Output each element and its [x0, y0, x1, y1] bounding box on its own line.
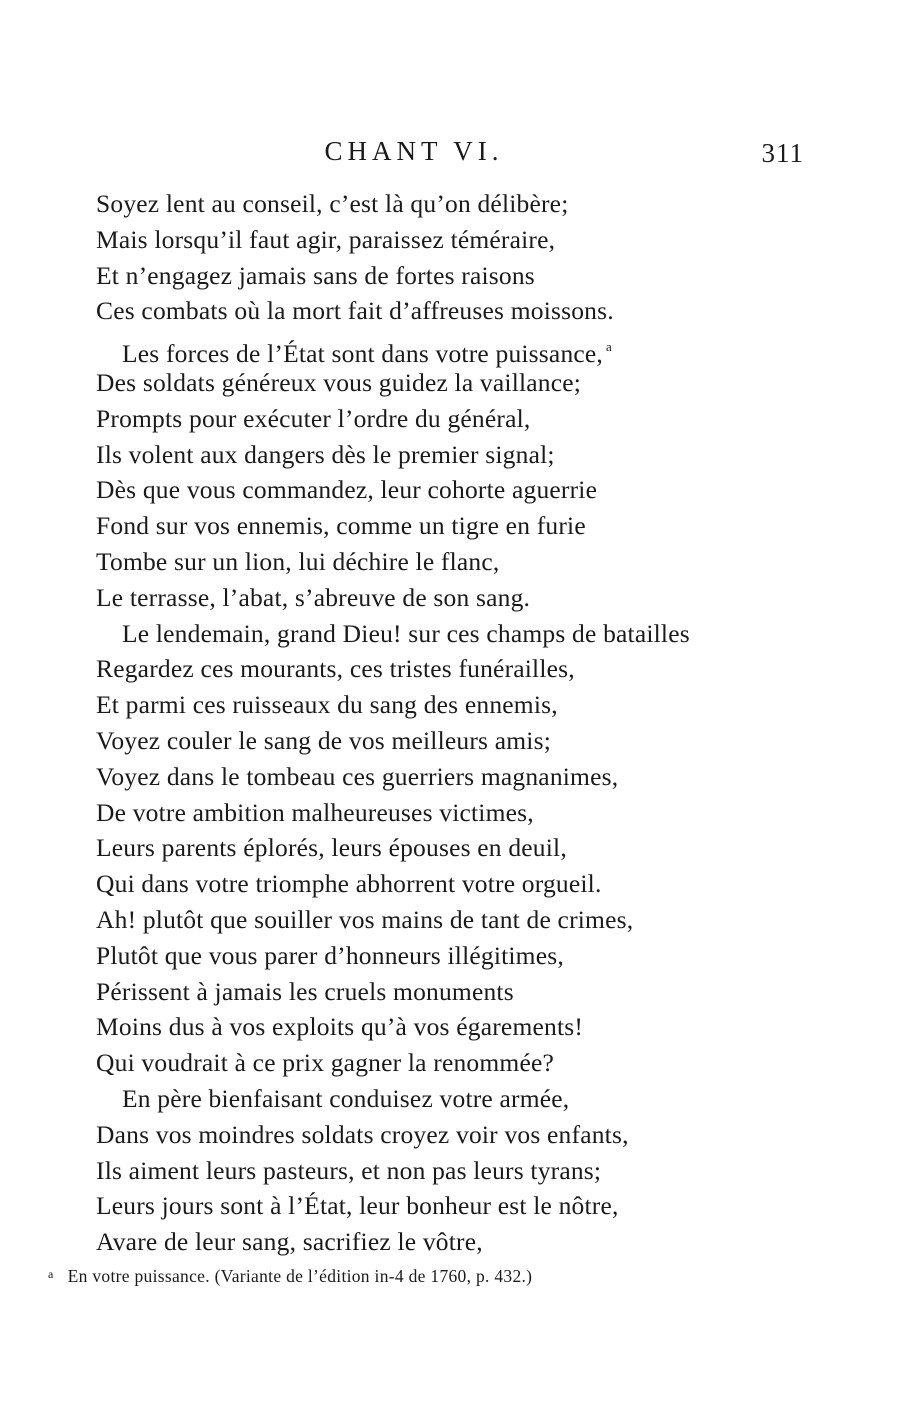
verse-text: Fond sur vos ennemis, comme un tigre en furie [96, 511, 586, 541]
footnote-reference: a [606, 339, 612, 355]
verse-line [96, 866, 816, 902]
verse-text: Leurs parents éplorés, leurs épouses en deuil, [96, 833, 567, 863]
verse-line [96, 616, 816, 652]
verse-text: Leurs jours sont à l’État, leur bonheur est le nôtre, [96, 1191, 619, 1221]
verse-line [96, 580, 816, 616]
verse-block [96, 186, 816, 1260]
verse-text: Qui dans votre triomphe abhorrent votre orgueil. [96, 869, 602, 899]
verse-line [96, 472, 816, 508]
verse-line [96, 1224, 816, 1260]
verse-text: Moins dus à vos exploits qu’à vos égarements! [96, 1012, 584, 1042]
verse-text: Périssent à jamais les cruels monuments [96, 976, 514, 1006]
verse-line [96, 974, 816, 1010]
footnote-text: En votre puissance. (Variante de l’édition in-4 de 1760, p. 432.) [67, 1266, 533, 1286]
verse-text: Soyez lent au conseil, c’est là qu’on délibère; [96, 189, 569, 218]
page-number: 311 [761, 138, 804, 168]
verse-line [96, 938, 816, 974]
verse-text: Tombe sur un lion, lui déchire le flanc, [96, 546, 500, 576]
footnote [48, 1266, 848, 1287]
verse-line [96, 508, 816, 544]
verse-text: Mais lorsqu’il faut agir, paraissez téméraire, [96, 224, 556, 254]
verse-text: Ah! plutôt que souiller vos mains de tant de crimes, [96, 904, 634, 934]
verse-line [96, 1009, 816, 1045]
verse-line [96, 293, 816, 329]
footnote-marker: a [48, 1267, 54, 1281]
verse-line [96, 1153, 816, 1189]
verse-text: Prompts pour exécuter l’ordre du général, [96, 403, 531, 433]
verse-text: Des soldats généreux vous guidez la vaillance; [96, 367, 582, 397]
verse-line [96, 651, 816, 687]
verse-line [96, 365, 816, 401]
verse-line [96, 186, 816, 222]
verse-line [96, 830, 816, 866]
verse-line [96, 258, 816, 294]
verse-text: Les forces de l’État sont dans votre puissance, [122, 339, 604, 369]
verse-text: Dans vos moindres soldats croyez voir vos enfants, [96, 1119, 629, 1149]
verse-text: Ces combats où la mort fait d’affreuses moissons. [96, 296, 614, 326]
verse-text: Ils volent aux dangers dès le premier signal; [96, 439, 555, 469]
chapter-title: CHANT VI. [324, 136, 504, 166]
verse-line [96, 222, 816, 258]
verse-text: Regardez ces mourants, ces tristes funérailles, [96, 654, 575, 684]
verse-line [96, 1081, 816, 1117]
verse-line [96, 687, 816, 723]
verse-line [96, 1117, 816, 1153]
verse-text: Et parmi ces ruisseaux du sang des ennemis, [96, 690, 558, 720]
verse-line [96, 329, 816, 369]
verse-line [96, 1188, 816, 1224]
running-head [0, 136, 900, 172]
verse-text: Le lendemain, grand Dieu! sur ces champs de batailles [122, 618, 690, 648]
verse-text: De votre ambition malheureuses victimes, [96, 797, 534, 827]
verse-line [96, 437, 816, 473]
verse-line [96, 1045, 816, 1081]
verse-line [96, 759, 816, 795]
verse-text: Voyez couler le sang de vos meilleurs amis; [96, 725, 551, 755]
verse-line [96, 544, 816, 580]
verse-text: Voyez dans le tombeau ces guerriers magnanimes, [96, 761, 619, 791]
verse-text: Ils aiment leurs pasteurs, et non pas leurs tyrans; [96, 1155, 602, 1185]
verse-text: Plutôt que vous parer d’honneurs illégitimes, [96, 940, 564, 970]
verse-text: En père bienfaisant conduisez votre armée, [122, 1083, 570, 1113]
verse-line [96, 902, 816, 938]
verse-text: Et n’engagez jamais sans de fortes raisons [96, 260, 535, 290]
verse-text: Dès que vous commandez, leur cohorte aguerrie [96, 475, 598, 505]
verse-text: Avare de leur sang, sacrifiez le vôtre, [96, 1227, 483, 1257]
verse-text: Qui voudrait à ce prix gagner la renommée? [96, 1048, 554, 1078]
verse-line [96, 795, 816, 831]
verse-line [96, 401, 816, 437]
verse-text: Le terrasse, l’abat, s’abreuve de son sang. [96, 582, 531, 612]
verse-line [96, 723, 816, 759]
